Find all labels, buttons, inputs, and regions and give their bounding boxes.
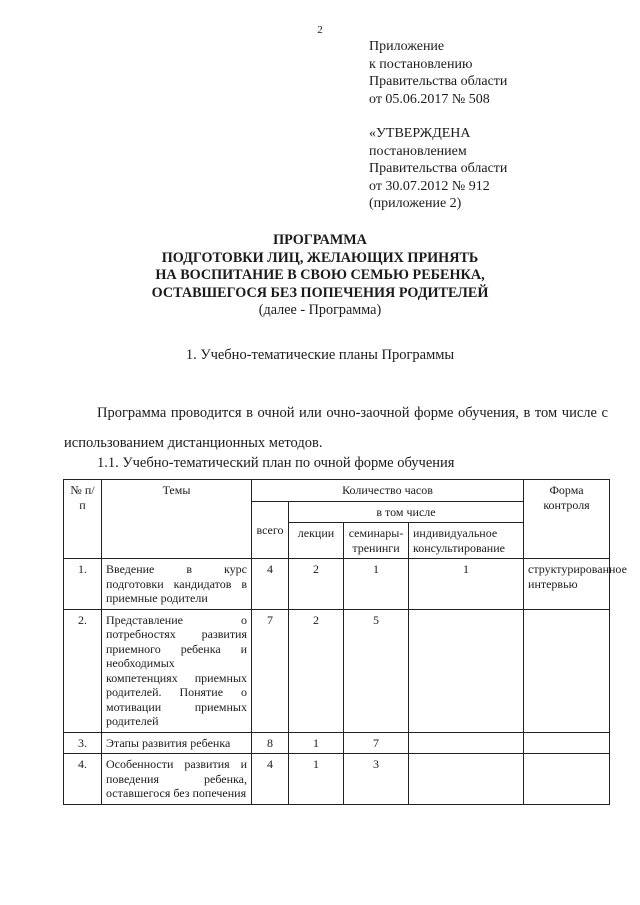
table-row — [64, 754, 610, 805]
row-individual — [409, 754, 524, 805]
table-row — [64, 559, 610, 610]
document-title — [0, 232, 640, 320]
row-num: 4. — [64, 754, 102, 805]
row-num: 3. — [64, 732, 102, 754]
page-number: 2 — [317, 24, 323, 36]
table-row — [64, 609, 610, 732]
row-seminars: 7 — [344, 732, 409, 754]
row-topic: Этапы развития ребенка — [102, 732, 252, 754]
row-topic: Введение в курс подготовки кандидатов в приемные родители — [102, 559, 252, 610]
row-total: 4 — [252, 754, 289, 805]
header-hours: Количество часов — [252, 480, 524, 502]
row-individual: 1 — [409, 559, 524, 610]
row-num: 2. — [64, 609, 102, 732]
title-line: ПРОГРАММА — [273, 232, 367, 248]
row-control — [524, 732, 610, 754]
title-line: НА ВОСПИТАНИЕ В СВОЮ СЕМЬЮ РЕБЕНКА, — [155, 267, 485, 283]
row-lectures: 1 — [289, 754, 344, 805]
header-num: № п/п — [64, 480, 102, 559]
header-topics: Темы — [102, 480, 252, 559]
study-plan-table — [63, 479, 627, 805]
approval-stamp — [369, 125, 507, 213]
row-total: 8 — [252, 732, 289, 754]
appendix-line: от 05.06.2017 № 508 — [369, 91, 490, 107]
row-topic: Представление о потребностях развития приемного ребенка и необходимых компетенциях приемных родителей. Понятие о мотивации приемных родителей — [102, 609, 252, 732]
title-line: ПОДГОТОВКИ ЛИЦ, ЖЕЛАЮЩИХ ПРИНЯТЬ — [161, 249, 479, 266]
row-seminars: 1 — [344, 559, 409, 610]
subsection-heading: 1.1. Учебно-тематический план по очной форме обучения — [97, 455, 455, 471]
row-num: 1. — [64, 559, 102, 610]
row-control: структурированное интервью — [524, 559, 610, 610]
row-control — [524, 754, 610, 805]
row-seminars: 5 — [344, 609, 409, 732]
header-individual: индивидуальное консультирование — [409, 523, 524, 559]
row-lectures: 2 — [289, 559, 344, 610]
header-lectures: лекции — [289, 523, 344, 559]
table-row — [64, 732, 610, 754]
approval-line: постановлением — [369, 143, 467, 159]
appendix-line: Приложение — [369, 39, 445, 54]
title-note: (далее - Программа) — [258, 302, 382, 318]
table-header-row — [64, 480, 610, 502]
approval-line: от 30.07.2012 № 912 — [369, 178, 490, 194]
header-including: в том числе — [289, 501, 524, 523]
appendix-header — [369, 38, 507, 108]
approval-line: «УТВЕРЖДЕНА — [369, 126, 471, 141]
row-lectures: 1 — [289, 732, 344, 754]
row-topic: Особенности развития и поведения ребенка, оставшегося без попечения — [102, 754, 252, 805]
row-total: 7 — [252, 609, 289, 732]
section-heading: 1. Учебно-тематические планы Программы — [185, 347, 455, 363]
header-total: всего — [252, 501, 289, 559]
header-control: Форма контроля — [524, 480, 610, 559]
approval-line: Правительства области — [369, 161, 508, 176]
row-individual — [409, 732, 524, 754]
row-seminars: 3 — [344, 754, 409, 805]
appendix-line: к постановлению — [369, 56, 473, 72]
approval-line: (приложение 2) — [369, 196, 462, 211]
intro-paragraph: Программа проводится в очной или очно-заочной форме обучения, в том числе с использованием дистанционных методов. — [64, 405, 608, 451]
appendix-line: Правительства области — [369, 74, 508, 89]
row-lectures: 2 — [289, 609, 344, 732]
title-line: ОСТАВШЕГОСЯ БЕЗ ПОПЕЧЕНИЯ РОДИТЕЛЕЙ — [151, 284, 489, 301]
row-total: 4 — [252, 559, 289, 610]
header-seminars: семинары-тренинги — [344, 523, 409, 559]
row-control — [524, 609, 610, 732]
row-individual — [409, 609, 524, 732]
